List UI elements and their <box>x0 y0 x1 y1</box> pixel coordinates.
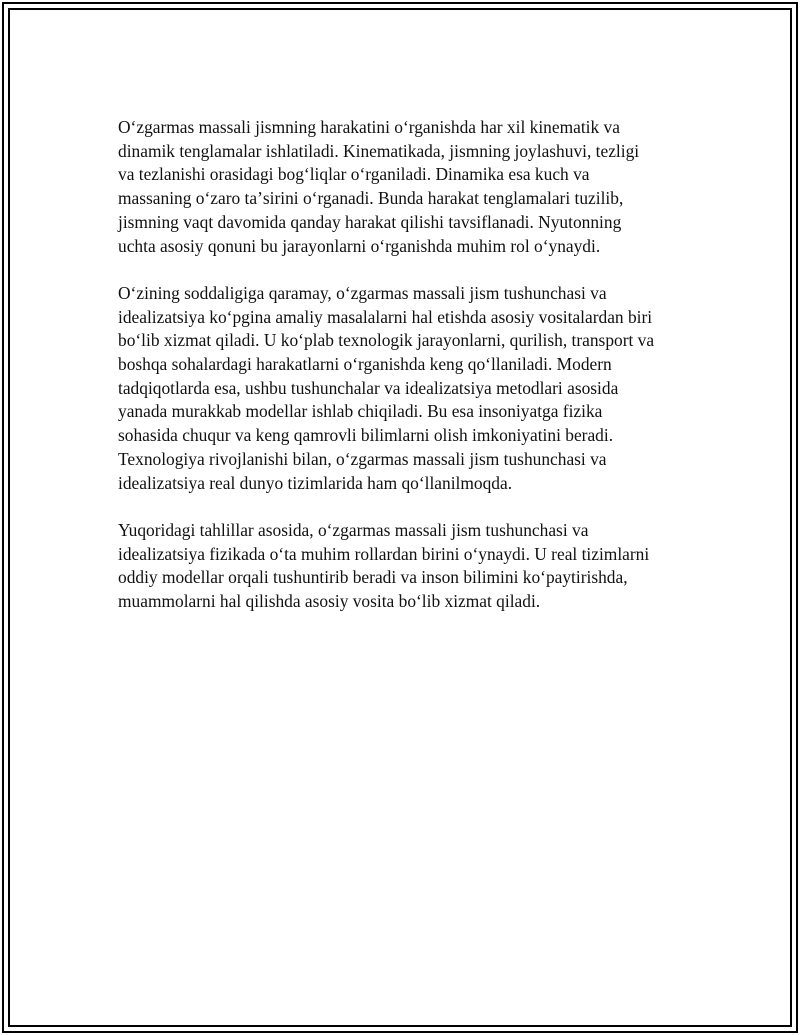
paragraph-3: Yuqoridagi tahlillar asosida, oʻzgarmas massali jism tushunchasi va idealizatsiya fizikada oʻta muhim rollardan birini oʻynaydi. U real tizimlarni oddiy modellar orqali tushuntirib beradi va inson bilimini koʻpaytirishda, muammolarni hal qilishda asosiy vosita boʻlib xizmat qiladi. <box>118 519 650 612</box>
paragraph-1: Oʻzgarmas massali jismning harakatini oʻrganishda har xil kinematik va dinamik tenglamalar ishlatiladi. Kinematikada, jismning joylashuvi, tezligi va tezlanishi orasidagi bogʻliqlar oʻrganiladi. Dinamika esa kuch va massaning oʻzaro taʼsirini oʻrganadi. Bunda harakat tenglamalari tuzilib, jismning vaqt davomida qanday harakat qilishi tavsiflanadi. Nyutonning uchta asosiy qonuni bu jarayonlarni oʻrganishda muhim rol oʻynaydi. <box>118 117 640 256</box>
paragraph-2: Oʻzining soddaligiga qaramay, oʻzgarmas massali jism tushunchasi va idealizatsiya koʻpgina amaliy masalalarni hal etishda asosiy vositalardan biri boʻlib xizmat qiladi. U koʻplab texnologik jarayonlarni, qurilish, transport va boshqa sohalardagi harakatlarni oʻrganishda keng qoʻllaniladi. Modern tadqiqotlarda esa, ushbu tushunchalar va idealizatsiya metodlari asosida yanada murakkab modellar ishlab chiqiladi. Bu esa insoniyatga fizika sohasida chuqur va keng qamrovli bilimlarni olish imkoniyatini beradi. Texnologiya rivojlanishi bilan, oʻzgarmas massali jism tushunchasi va idealizatsiya real dunyo tizimlarida ham qoʻllanilmoqda. <box>118 282 655 493</box>
document-body <box>118 116 698 637</box>
